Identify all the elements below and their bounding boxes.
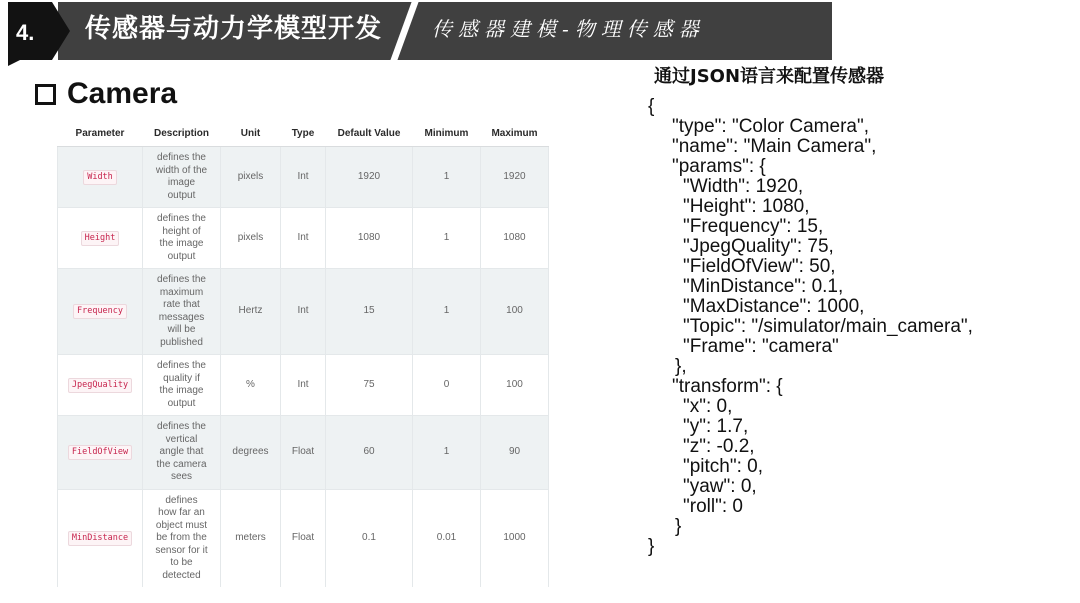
param-code: Frequency [73, 304, 127, 319]
cell-maximum: 1000 [481, 489, 549, 587]
cell-unit: % [221, 355, 281, 416]
code-line: "x": 0, [683, 396, 733, 417]
cell-minimum: 1 [413, 269, 481, 355]
code-line: "type": "Color Camera", [672, 116, 869, 137]
table-row [58, 147, 549, 208]
cell-unit: pixels [221, 208, 281, 269]
section-title: Camera [67, 77, 178, 110]
code-line: "MaxDistance": 1000, [683, 296, 865, 317]
code-line: "Height": 1080, [683, 196, 810, 217]
cell-unit: Hertz [221, 269, 281, 355]
table-row [58, 208, 549, 269]
table-row [58, 269, 549, 355]
code-line: { [648, 96, 655, 117]
code-line: "y": 1.7, [683, 416, 749, 437]
cell-parameter [58, 489, 143, 587]
cell-default-value: 15 [326, 269, 413, 355]
cell-default-value: 60 [326, 416, 413, 490]
json-panel-title: 通过JSON语言来配置传感器 [654, 66, 885, 87]
table-row [58, 489, 549, 587]
cell-description: defines the vertical angle that the camera sees [143, 416, 221, 490]
cell-minimum: 1 [413, 208, 481, 269]
cell-maximum: 1080 [481, 208, 549, 269]
code-line: "Frequency": 15, [683, 216, 824, 237]
table-row [58, 416, 549, 490]
cell-type: Int [281, 269, 326, 355]
cell-maximum: 90 [481, 416, 549, 490]
code-line: "transform": { [672, 376, 783, 397]
param-code: Width [83, 170, 117, 185]
cell-maximum: 100 [481, 355, 549, 416]
column-header-description: Description [143, 120, 221, 147]
header-subtitle: 传感器建模-物理传感器 [432, 17, 705, 41]
cell-type: Int [281, 208, 326, 269]
section-heading [35, 78, 177, 110]
cell-minimum: 1 [413, 147, 481, 208]
code-line: }, [675, 356, 687, 377]
cell-description: defines how far an object must be from the sensor for it to be detected [143, 489, 221, 587]
cell-description: defines the quality if the image output [143, 355, 221, 416]
cell-parameter [58, 147, 143, 208]
cell-unit: pixels [221, 147, 281, 208]
cell-parameter [58, 208, 143, 269]
column-header-maximum: Maximum [481, 120, 549, 147]
param-code: FieldOfView [68, 445, 132, 460]
cell-parameter [58, 416, 143, 490]
cell-parameter [58, 269, 143, 355]
cell-maximum: 100 [481, 269, 549, 355]
code-line: "Topic": "/simulator/main_camera", [683, 316, 973, 337]
code-line: "JpegQuality": 75, [683, 236, 834, 257]
code-line: "yaw": 0, [683, 476, 757, 497]
cell-default-value: 0.1 [326, 489, 413, 587]
cell-default-value: 1920 [326, 147, 413, 208]
code-line: "roll": 0 [683, 496, 743, 517]
cell-unit: meters [221, 489, 281, 587]
code-line: } [648, 536, 655, 557]
cell-maximum: 1920 [481, 147, 549, 208]
header-title: 传感器与动力学模型开发 [85, 14, 383, 44]
code-line: "pitch": 0, [683, 456, 764, 477]
cell-type: Int [281, 147, 326, 208]
code-line: "Frame": "camera" [683, 336, 839, 357]
code-line: "MinDistance": 0.1, [683, 276, 844, 297]
cell-default-value: 1080 [326, 208, 413, 269]
table-header-row [58, 120, 549, 147]
cell-default-value: 75 [326, 355, 413, 416]
cell-minimum: 0 [413, 355, 481, 416]
cell-description: defines the height of the image output [143, 208, 221, 269]
code-line: } [675, 516, 682, 537]
cell-type: Int [281, 355, 326, 416]
param-code: MinDistance [68, 531, 132, 546]
column-header-unit: Unit [221, 120, 281, 147]
code-line: "name": "Main Camera", [672, 136, 877, 157]
cell-type: Float [281, 489, 326, 587]
code-line: "z": -0.2, [683, 436, 755, 457]
column-header-parameter: Parameter [58, 120, 143, 147]
column-header-type: Type [281, 120, 326, 147]
json-code-block [648, 97, 973, 557]
cell-parameter [58, 355, 143, 416]
cell-description: defines the width of the image output [143, 147, 221, 208]
code-line: "FieldOfView": 50, [683, 256, 836, 277]
section-number: 4. [16, 20, 35, 45]
cell-unit: degrees [221, 416, 281, 490]
hollow-square-icon [35, 84, 56, 105]
param-code: JpegQuality [68, 378, 132, 393]
cell-minimum: 0.01 [413, 489, 481, 587]
param-code: Height [81, 231, 120, 246]
column-header-default-value: Default Value [326, 120, 413, 147]
cell-description: defines the maximum rate that messages will be published [143, 269, 221, 355]
code-line: "Width": 1920, [683, 176, 804, 197]
camera-parameters-table [57, 120, 549, 587]
table-row [58, 355, 549, 416]
cell-minimum: 1 [413, 416, 481, 490]
code-line: "params": { [672, 156, 766, 177]
cell-type: Float [281, 416, 326, 490]
column-header-minimum: Minimum [413, 120, 481, 147]
